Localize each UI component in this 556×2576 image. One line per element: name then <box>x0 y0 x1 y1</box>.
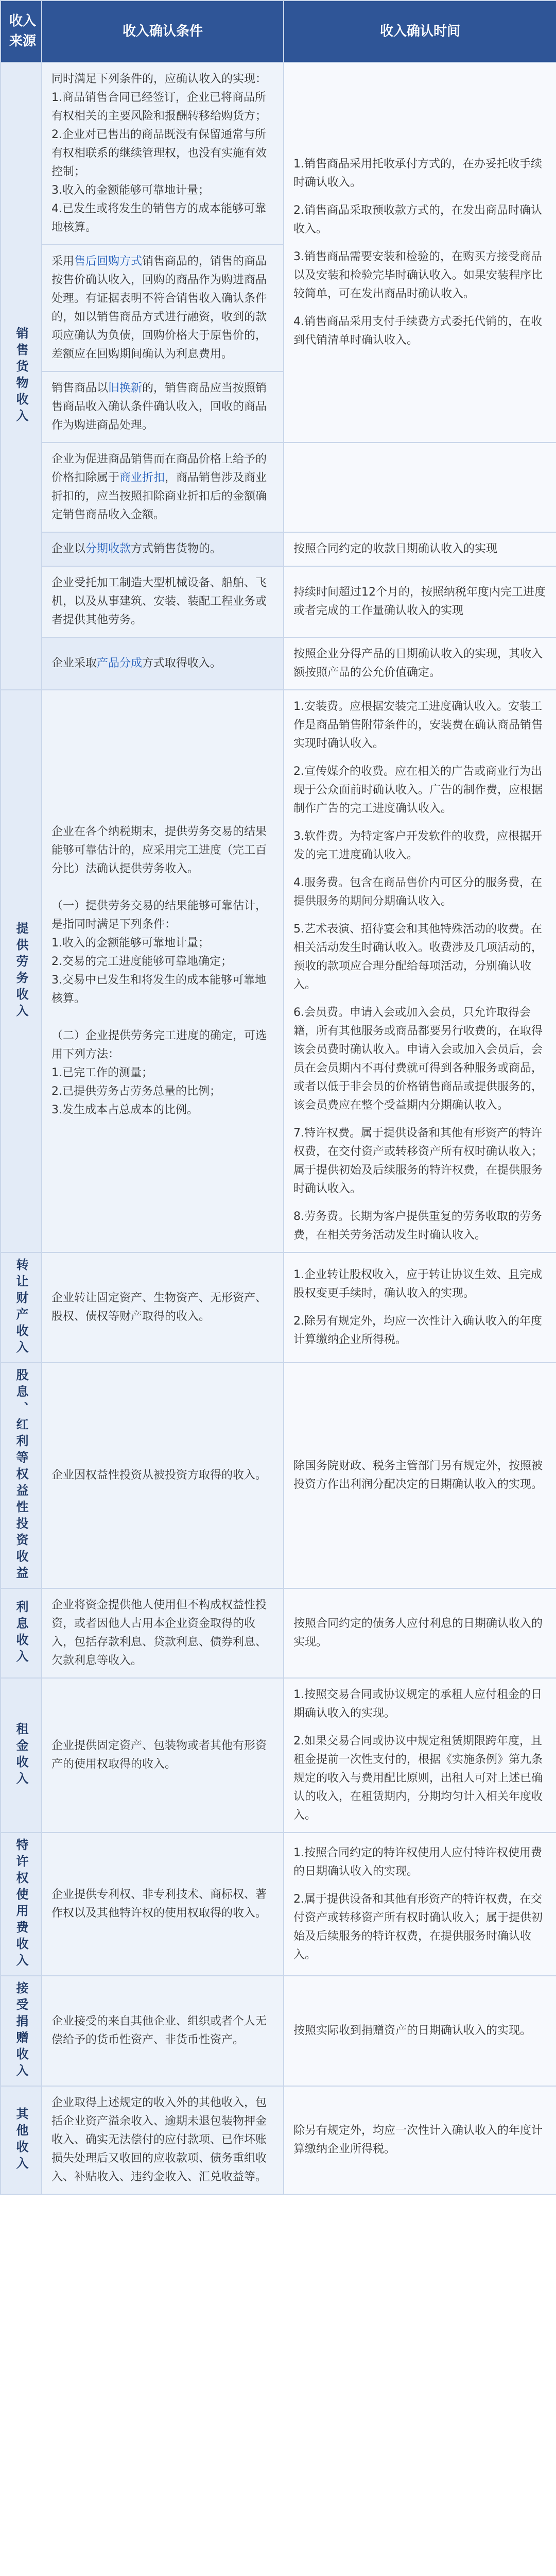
timing-line: 6.会员费。申请入会或加入会员，只允许取得会籍，所有其他服务或商品都要另行收费的，在取得该会员费时确认收入。申请入会或加入会员后，会员在会员期内不再付费就可得到各种服务或商品，或者以低于非会员的价格销售商品或提供服务的，该会员费应在整个受益期内分期确认收入。 <box>293 1006 543 1112</box>
condition-cell <box>42 1363 284 1588</box>
condition-cell <box>42 637 284 690</box>
table-row <box>1 637 556 690</box>
timing-line: 2.宣传媒介的收费。应在相关的广告或商业行为出现于公众面前时确认收入。广告的制作费，应根据制作广告的完工进度确认收入。 <box>293 765 543 815</box>
timing-line: 4.服务费。包含在商品售价内可区分的服务费，在提供服务的期间分期确认收入。 <box>293 876 542 908</box>
header-timing: 收入确认时间 <box>284 1 556 62</box>
timing-line: 1.销售商品采用托收承付方式的，在办妥托收手续时确认收入。 <box>293 158 542 189</box>
condition-cell <box>42 1833 284 1976</box>
condition-text: 的，销售商品应当按照销售商品收入确认条件确认收入，回收的商品作为购进商品处理。 <box>51 382 267 432</box>
condition-cell <box>42 2086 284 2194</box>
condition-line: 企业将资金提供他人使用但不构成权益性投资，或者因他人占用本企业资金取得的收入，包括存款利息、贷款利息、债券利息、欠款利息等收入。 <box>51 1599 267 1667</box>
header-source: 收入 来源 <box>1 1 42 62</box>
timing-line: 除国务院财政、税务主管部门另有规定外，按照被投资方作出利润分配决定的日期确认收入的实现。 <box>293 1460 543 1491</box>
condition-line: 企业因权益性投资从被投资方取得的收入。 <box>51 1469 267 1482</box>
timing-cell <box>284 443 556 532</box>
condition-text: 采用 <box>51 255 75 268</box>
condition-text: 销售商品以 <box>51 382 109 395</box>
timing-cell <box>284 1588 556 1678</box>
condition-line: 企业在各个纳税期末，提供劳务交易的结果能够可靠估计的，应采用完工进度（完工百分比）法确认提供劳务收入。 <box>51 825 267 875</box>
timing-line: 2.属于提供设备和其他有形资产的特许权费，在交付资产或转移资产所有权时确认收入；属于提供初始及后续服务的特许权费，在提供服务时确认收入。 <box>293 1893 543 1961</box>
condition-cell <box>42 1588 284 1678</box>
condition-text: 方式取得收入。 <box>142 657 222 670</box>
timing-cell <box>284 1252 556 1363</box>
condition-line: 1.已完工作的测量； <box>51 1066 153 1079</box>
income-source-cell: 提供劳务收入 <box>1 690 42 1252</box>
condition-cell <box>42 690 284 1252</box>
condition-line: （二）企业提供劳务完工进度的确定，可选用下列方法： <box>51 1029 267 1061</box>
condition-line <box>51 1008 274 1027</box>
condition-text: 企业采取 <box>51 657 97 670</box>
income-source-cell: 接受捐赠收入 <box>1 1976 42 2086</box>
condition-line: 3.收入的金额能够可靠地计量； <box>51 184 210 197</box>
timing-line: 1.企业转让股权收入，应于转让协议生效、且完成股权变更手续时，确认收入的实现。 <box>293 1268 542 1300</box>
condition-highlight: 商业折扣 <box>119 471 165 484</box>
condition-line: 3.交易中已发生和将发生的成本能够可靠地核算。 <box>51 974 266 1005</box>
income-source-cell: 股息、红利等权益性投资收益 <box>1 1363 42 1588</box>
timing-line: 1.按照交易合同或协议规定的承租人应付租金的日期确认收入的实现。 <box>293 1688 542 1720</box>
timing-line: 除另有规定外，均应一次性计入确认收入的年度计算缴纳企业所得税。 <box>293 2124 543 2156</box>
timing-cell <box>284 1363 556 1588</box>
timing-cell <box>284 1976 556 2086</box>
condition-line: 2.交易的完工进度能够可靠地确定； <box>51 955 232 968</box>
condition-cell <box>42 566 284 637</box>
timing-line: 4.销售商品采用支付手续费方式委托代销的，在收到代销清单时确认收入。 <box>293 315 542 347</box>
condition-text: ，商品销售涉及商业折扣的，应当按照扣除商业折扣后的金额确定销售商品收入金额。 <box>51 471 267 521</box>
timing-cell <box>284 690 556 1252</box>
condition-text: 企业以 <box>51 543 86 555</box>
timing-line: 按照合同约定的收款日期确认收入的实现 <box>293 543 498 555</box>
income-source-cell: 其他收入 <box>1 2086 42 2194</box>
timing-cell <box>284 566 556 637</box>
income-source-cell: 租金收入 <box>1 1678 42 1833</box>
condition-line: 1.收入的金额能够可靠地计量； <box>51 937 210 950</box>
condition-text: 销售商品的，销售的商品按售价确认收入，回购的商品作为购进商品处理。有证据表明不符合销售收入确认条件的，如以销售商品方式进行融资，收到的款项应确认为负债，回购价格大于原售价的，差额应在回购期间确认为利息费用。 <box>51 255 267 361</box>
condition-line: 企业接受的来自其他企业、组织或者个人无偿给予的货币性资产、非货币性资产。 <box>51 2015 267 2046</box>
condition-line: 4.已发生或将发生的销售方的成本能够可靠地核算。 <box>51 202 266 234</box>
timing-line: 2.除另有规定外，均应一次性计入确认收入的年度计算缴纳企业所得税。 <box>293 1315 542 1346</box>
condition-highlight: 旧换新 <box>108 382 143 395</box>
condition-cell <box>42 532 284 566</box>
timing-cell <box>284 637 556 690</box>
income-source-cell: 特许权使用费收入 <box>1 1833 42 1976</box>
table-row <box>1 1833 556 1976</box>
table-row <box>1 566 556 637</box>
condition-line <box>51 878 274 897</box>
income-source-cell: 转让财产收入 <box>1 1252 42 1363</box>
table-row <box>1 1976 556 2086</box>
condition-cell <box>42 1252 284 1363</box>
condition-line: （一）提供劳务交易的结果能够可靠估计，是指同时满足下列条件： <box>51 900 267 931</box>
income-source-cell: 销售货物收入 <box>1 62 42 690</box>
income-source-cell: 利息收入 <box>1 1588 42 1678</box>
timing-line: 7.特许权费。属于提供设备和其他有形资产的特许权费，在交付资产或转移资产所有权时确认收入；属于提供初始及后续服务的特许权费，在提供服务时确认收入。 <box>293 1127 543 1195</box>
timing-cell <box>284 62 556 443</box>
condition-line: 1.商品销售合同已经签订，企业已将商品所有权相关的主要风险和报酬转移给购货方； <box>51 91 267 123</box>
condition-line: 3.发生成本占总成本的比例。 <box>51 1104 198 1116</box>
condition-text: 方式销售货物的。 <box>131 543 222 555</box>
table-row <box>1 1678 556 1833</box>
condition-line: 企业提供专利权、非专利技术、商标权、著作权以及其他特许权的使用权取得的收入。 <box>51 1888 267 1920</box>
table-row <box>1 1588 556 1678</box>
timing-cell <box>284 2086 556 2194</box>
table-row <box>1 690 556 1252</box>
condition-highlight: 售后回购方式 <box>74 255 143 268</box>
table-row <box>1 1252 556 1363</box>
timing-line: 按照企业分得产品的日期确认收入的实现，其收入额按照产品的公允价值确定。 <box>293 648 543 679</box>
timing-line: 5.艺术表演、招待宴会和其他特殊活动的收费。在相关活动发生时确认收入。收费涉及几项活动的，预收的款项应合理分配给每项活动，分别确认收入。 <box>293 923 543 991</box>
condition-highlight: 产品分成 <box>97 657 143 670</box>
table-row <box>1 443 556 532</box>
table-row <box>1 1363 556 1588</box>
timing-cell <box>284 1833 556 1976</box>
condition-line: 企业转让固定资产、生物资产、无形资产、股权、债权等财产取得的收入。 <box>51 1292 267 1323</box>
timing-line: 1.安装费。应根据安装完工进度确认收入。安装工作是商品销售附带条件的，安装费在确认商品销售实现时确认收入。 <box>293 700 543 750</box>
condition-line: 同时满足下列条件的，应确认收入的实现： <box>51 73 267 86</box>
timing-line: 3.软件费。为特定客户开发软件的收费，应根据开发的完工进度确认收入。 <box>293 830 542 861</box>
condition-line: 2.已提供劳务占劳务总量的比例； <box>51 1085 221 1098</box>
condition-line: 2.企业对已售出的商品既没有保留通常与所有权相联系的继续管理权，也没有实施有效控制； <box>51 128 267 178</box>
table-body <box>1 62 556 2194</box>
condition-cell <box>42 245 284 371</box>
condition-line: 企业取得上述规定的收入外的其他收入，包括企业资产溢余收入、逾期未退包装物押金收入、确实无法偿付的应付款项、已作坏账损失处理后又收回的应收款项、债务重组收入、补贴收入、违约金收入、汇兑收益等。 <box>51 2096 267 2183</box>
timing-cell <box>284 532 556 566</box>
condition-highlight: 分期收款 <box>85 543 131 555</box>
table-row <box>1 532 556 566</box>
header-row <box>1 1 556 62</box>
timing-line: 3.销售商品需要安装和检验的，在购买方接受商品以及安装和检验完毕时确认收入。如果安装程序比较简单，可在发出商品时确认收入。 <box>293 250 543 300</box>
timing-line: 按照合同约定的债务人应付利息的日期确认收入的实现。 <box>293 1617 543 1649</box>
timing-line: 持续时间超过12个月的，按照纳税年度内完工进度或者完成的工作量确认收入的实现 <box>293 586 546 617</box>
timing-line: 2.如果交易合同或协议中规定租赁期限跨年度，且租金提前一次性支付的，根据《实施条例》第九条规定的收入与费用配比原则，出租人可对上述已确认的收入，在租赁期内，分期均匀计入相关年度收入。 <box>293 1735 543 1822</box>
table-row <box>1 2086 556 2194</box>
condition-cell <box>42 443 284 532</box>
condition-line: 企业提供固定资产、包装物或者其他有形资产的使用权取得的收入。 <box>51 1739 267 1771</box>
timing-line: 8.劳务费。长期为客户提供重复的劳务收取的劳务费，在相关劳务活动发生时确认收入。 <box>293 1210 542 1242</box>
header-conditions: 收入确认条件 <box>42 1 284 62</box>
condition-cell <box>42 371 284 443</box>
timing-cell <box>284 1678 556 1833</box>
condition-cell <box>42 1976 284 2086</box>
condition-line: 企业受托加工制造大型机械设备、船舶、飞机，以及从事建筑、安装、装配工程业务或者提供其他劳务。 <box>51 577 267 626</box>
table-row <box>1 62 556 245</box>
timing-line: 2.销售商品采取预收款方式的，在发出商品时确认收入。 <box>293 204 542 235</box>
timing-line: 1.按照合同约定的特许权使用人应付特许权使用费的日期确认收入的实现。 <box>293 1846 542 1878</box>
condition-cell <box>42 1678 284 1833</box>
condition-cell <box>42 62 284 245</box>
condition-text: 企业为促进商品销售而在商品价格上给予的价格扣除属于 <box>51 453 267 484</box>
timing-line: 按照实际收到捐赠资产的日期确认收入的实现。 <box>293 2024 532 2037</box>
